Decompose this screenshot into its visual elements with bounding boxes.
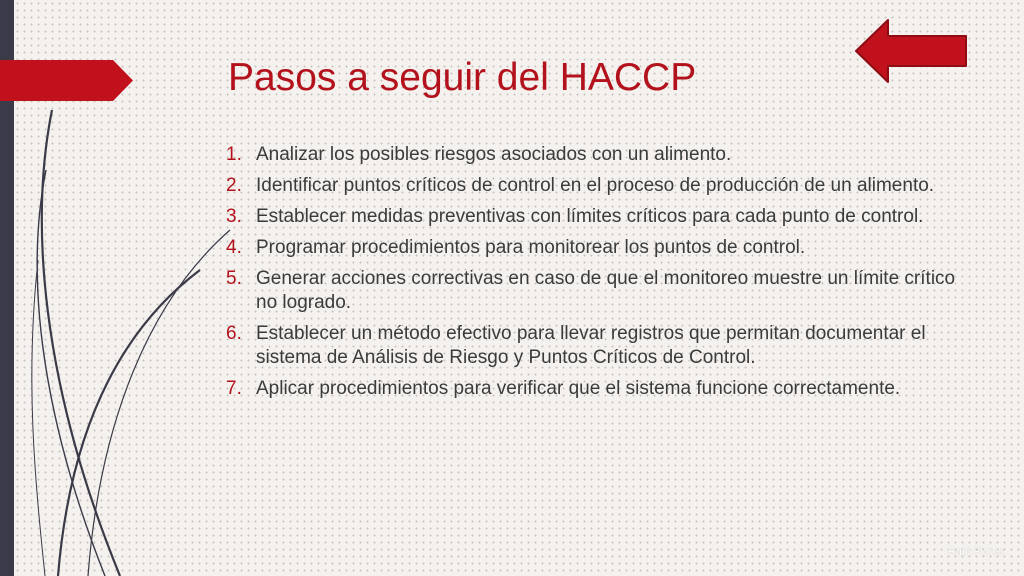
step-text: Programar procedimientos para monitorear los puntos de control. [256,237,806,258]
list-item [226,174,956,198]
back-arrow-icon[interactable] [852,16,970,86]
step-number: 3. [226,206,242,227]
step-text: Identificar puntos críticos de control en el proceso de producción de un alimento. [256,175,935,196]
list-item [226,143,956,167]
step-number: 5. [226,268,242,289]
step-text: Analizar los posibles riesgos asociados con un alimento. [256,144,732,165]
list-item [226,322,956,370]
decorative-swoosh-lines [0,0,240,576]
list-item [226,236,956,260]
step-number: 6. [226,323,242,344]
step-text: Establecer un método efectivo para llevar registros que permitan documentar el sistema de Análisis de Riesgo y Puntos Críticos de Control. [256,323,926,368]
step-number: 2. [226,175,242,196]
step-number: 4. [226,237,242,258]
step-text: Aplicar procedimientos para verificar que el sistema funcione correctamente. [256,378,901,399]
step-number: 7. [226,378,242,399]
step-text: Establecer medidas preventivas con límites críticos para cada punto de control. [256,206,924,227]
steps-list [226,143,956,408]
step-text: Generar acciones correctivas en caso de que el monitoreo muestre un límite crítico no logrado. [256,268,956,313]
author-footer: Raúl Flores [947,546,1004,558]
slide-title: Pasos a seguir del HACCP [228,56,697,99]
step-number: 1. [226,144,242,165]
list-item [226,205,956,229]
list-item [226,267,956,315]
list-item [226,377,956,401]
